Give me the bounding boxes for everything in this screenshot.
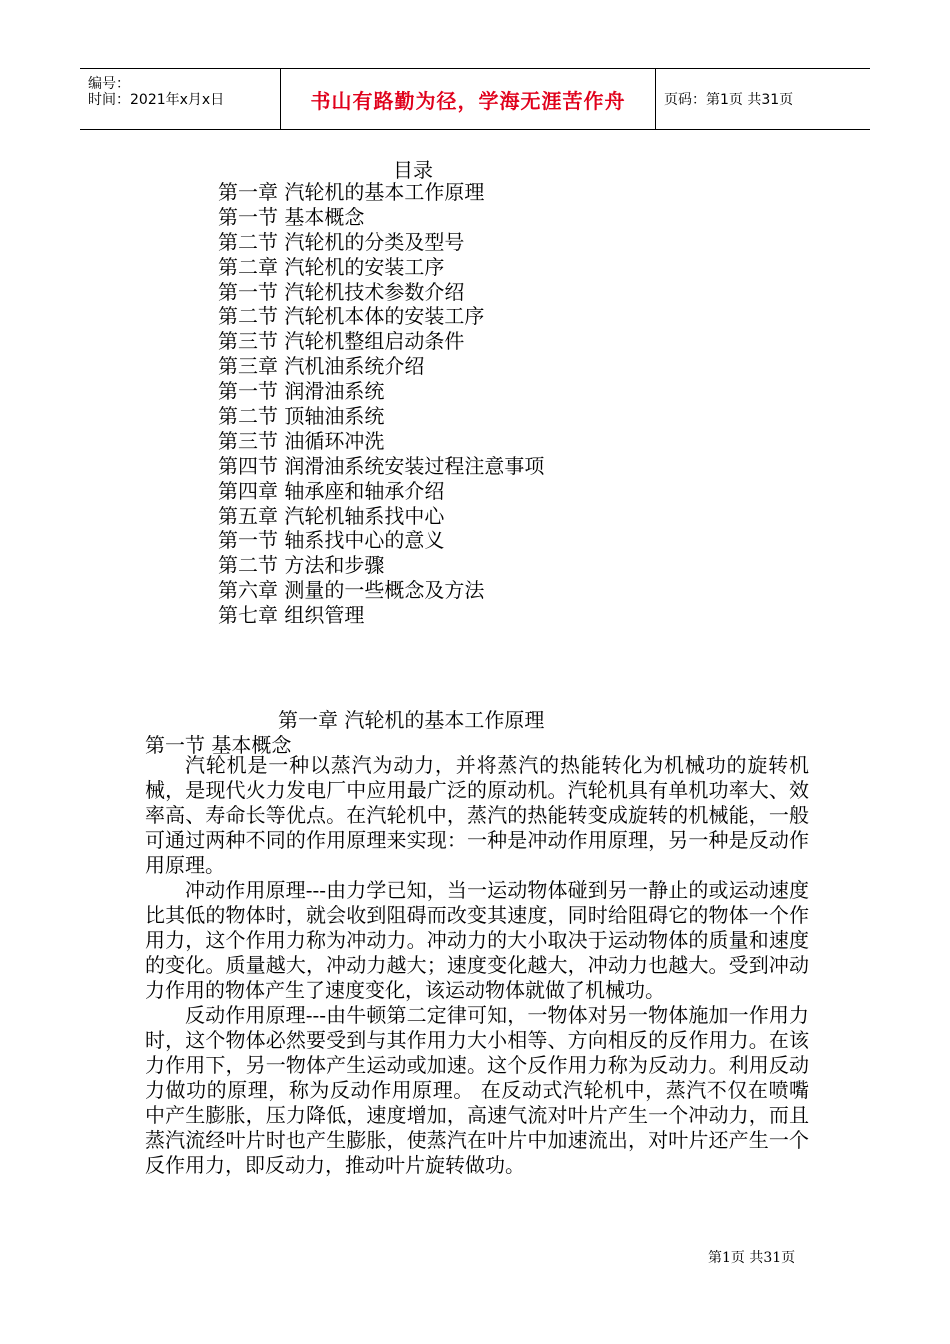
header-page-info: 页码：第1页 共31页 (664, 92, 794, 108)
page-header (80, 68, 870, 130)
toc-item: 第五章 汽轮机轴系找中心 (218, 503, 445, 528)
toc-item: 第三章 汽机油系统介绍 (218, 354, 425, 379)
section-title: 第一节 基本概念 (145, 733, 292, 757)
document-number-label: 编号： (88, 76, 130, 92)
document-time-label: 时间：2021年x月x日 (88, 92, 225, 108)
toc-item: 第二节 方法和步骤 (218, 553, 385, 578)
toc-item: 第三节 油循环冲洗 (218, 428, 385, 453)
toc-item: 第一节 基本概念 (218, 204, 365, 229)
toc-item: 第四章 轴承座和轴承介绍 (218, 478, 445, 503)
toc-item: 第一节 润滑油系统 (218, 379, 385, 404)
toc-item: 第一节 轴系找中心的意义 (218, 528, 445, 553)
body-text (145, 753, 809, 1178)
table-of-contents (218, 180, 544, 628)
chapter-title: 第一章 汽轮机的基本工作原理 (278, 708, 545, 732)
page-footer: 第1页 共31页 (708, 1250, 796, 1266)
toc-item: 第六章 测量的一些概念及方法 (218, 578, 485, 603)
toc-item: 第七章 组织管理 (218, 603, 365, 628)
paragraph: 反动作用原理---由牛顿第二定律可知，一物体对另一物体施加一作用力时，这个物体必然要受到与其作用力大小相等、方向相反的反作用力。在该力作用下，另一物体产生运动或加速。这个反作用力称为反动力。利用反动力做功的原理，称为反动作用原理。 在反动式汽轮机中，蒸汽不仅在喷嘴中产生膨胀，压力降低，速度增加，高速气流对叶片产生一个冲动力，而且蒸汽流经叶片时也产生膨胀，使蒸汽在叶片中加速流出，对叶片还产生一个反作用力，即反动力，推动叶片旋转做功。 (145, 1003, 809, 1177)
toc-item: 第一章 汽轮机的基本工作原理 (218, 180, 485, 204)
header-motto: 书山有路勤为径，学海无涯苦作舟 (310, 88, 626, 113)
toc-item: 第四节 润滑油系统安装过程注意事项 (218, 453, 545, 478)
toc-title: 目录 (393, 158, 433, 182)
toc-item: 第二章 汽轮机的安装工序 (218, 254, 445, 279)
toc-item: 第二节 汽轮机的分类及型号 (218, 229, 465, 254)
toc-item: 第二节 顶轴油系统 (218, 404, 385, 429)
header-motto-cell (280, 69, 656, 129)
toc-item: 第二节 汽轮机本体的安装工序 (218, 304, 485, 329)
paragraph: 冲动作用原理---由力学已知，当一运动物体碰到另一静止的或运动速度比其低的物体时，就会收到阻碍而改变其速度，同时给阻碍它的物体一个作用力，这个作用力称为冲动力。冲动力的大小取决于运动物体的质量和速度的变化。质量越大，冲动力越大；速度变化越大，冲动力也越大。受到冲动力作用的物体产生了速度变化，该运动物体就做了机械功。 (145, 878, 809, 1002)
header-meta (80, 69, 280, 129)
paragraph: 汽轮机是一种以蒸汽为动力，并将蒸汽的热能转化为机械功的旋转机械，是现代火力发电厂中应用最广泛的原动机。汽轮机具有单机功率大、效率高、寿命长等优点。在汽轮机中，蒸汽的热能转变成旋转的机械能，一般可通过两种不同的作用原理来实现：一种是冲动作用原理，另一种是反动作用原理。 (145, 753, 809, 877)
toc-item: 第三节 汽轮机整组启动条件 (218, 329, 465, 354)
toc-item: 第一节 汽轮机技术参数介绍 (218, 279, 465, 304)
